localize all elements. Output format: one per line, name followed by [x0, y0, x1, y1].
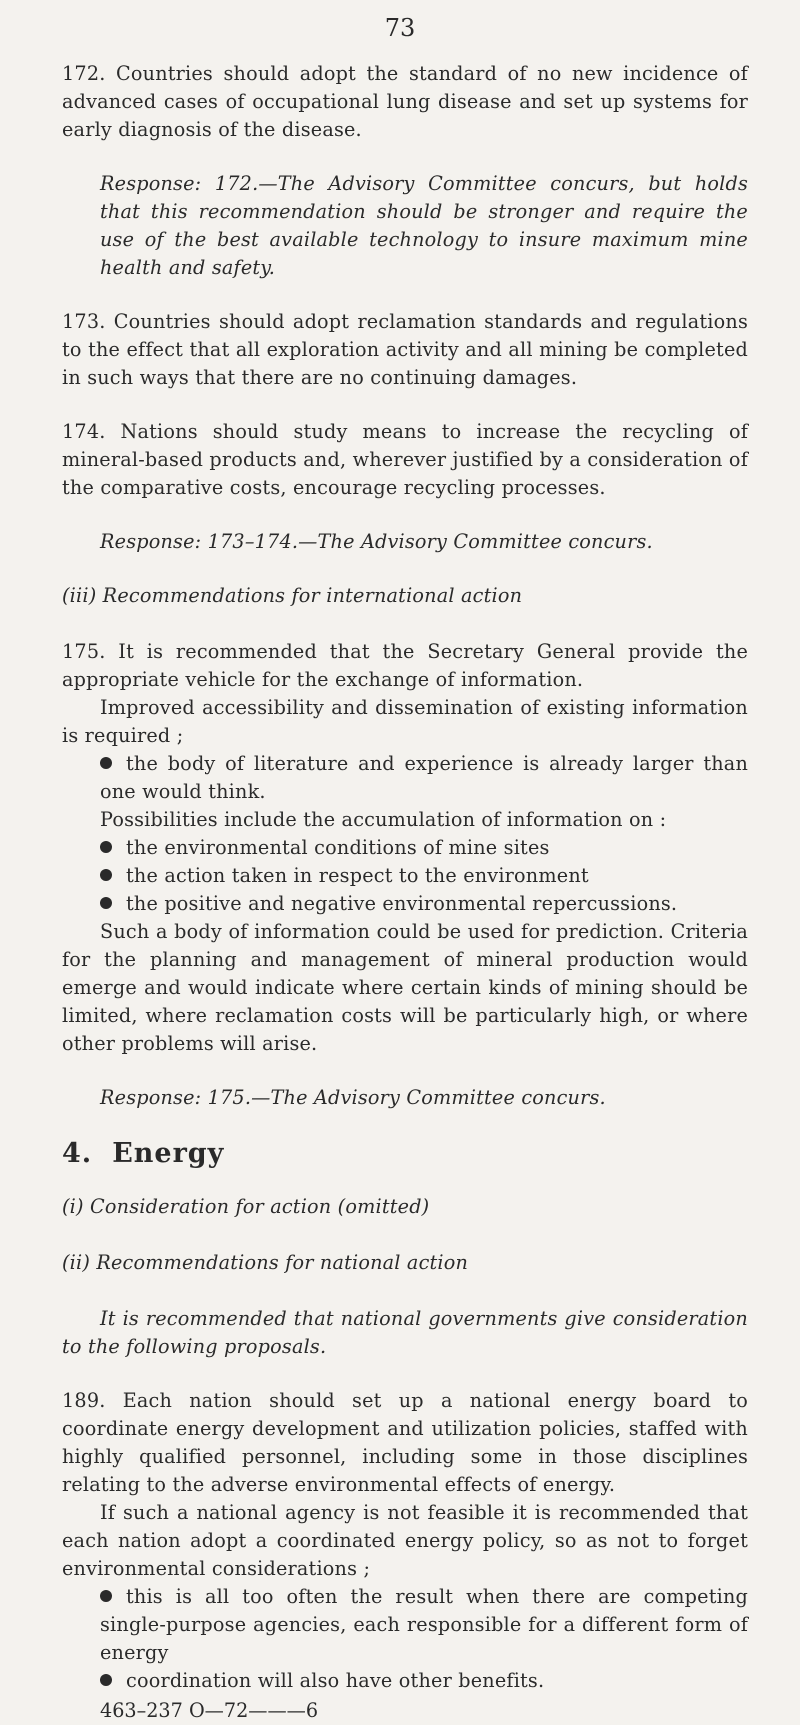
bullet-text: the environmental conditions of mine sites	[126, 836, 550, 859]
bullet-icon	[100, 1590, 112, 1602]
bullet-text: the body of literature and experience is already larger than one would think.	[100, 752, 748, 803]
response-175: Response: 175.—The Advisory Committee concurs.	[100, 1086, 606, 1109]
paragraph-175-accessibility: Improved accessibility and dissemination of existing information is required ;	[62, 696, 748, 747]
print-code: 463–237 O—72———6	[100, 1699, 319, 1722]
bullet-item	[62, 1667, 748, 1695]
subheading-national-action: (ii) Recommendations for national action	[62, 1251, 469, 1274]
paragraph-189-lead: 189. Each nation should set up a national energy board to coordinate energy development and utilization policies, staffed with highly qualified personnel, including some in those disciplines relating to the adverse environmental effects of energy.	[62, 1389, 748, 1496]
bullet-text: the positive and negative environmental repercussions.	[126, 892, 678, 915]
bullet-item	[62, 862, 748, 890]
paragraph-189	[62, 1387, 748, 1695]
paragraph-189-alternative: If such a national agency is not feasible it is recommended that each nation adopt a coordinated energy policy, so as not to forget environmental considerations ;	[62, 1501, 748, 1580]
bullet-text: this is all too often the result when there are competing single-purpose agencies, each responsible for a different form of energy	[100, 1585, 748, 1664]
paragraph-175-lead: 175. It is recommended that the Secretary General provide the appropriate vehicle for the exchange of information.	[62, 640, 748, 691]
paragraph-173: 173. Countries should adopt reclamation standards and regulations to the effect that all exploration activity and all mining be completed in such ways that there are no continuing damages.	[62, 310, 748, 389]
paragraph-174: 174. Nations should study means to increase the recycling of mineral-based products and, wherever justified by a consideration of the comparative costs, encourage recycling processes.	[62, 420, 748, 499]
bullet-item	[62, 1583, 748, 1667]
section-title: Energy	[112, 1138, 225, 1169]
subheading-international-action: (iii) Recommendations for international action	[62, 584, 523, 607]
bullet-icon	[100, 869, 112, 881]
bullet-text: the action taken in respect to the environment	[126, 864, 589, 887]
bullet-item	[62, 750, 748, 806]
paragraph-175	[62, 638, 748, 1058]
bullet-icon	[100, 897, 112, 909]
bullet-item	[62, 834, 748, 862]
page-number: 73	[384, 14, 416, 42]
section-number: 4.	[62, 1138, 93, 1169]
intro-text: It is recommended that national governments give consideration to the following proposals.	[62, 1307, 748, 1358]
bullet-text: coordination will also have other benefits.	[126, 1669, 545, 1692]
bullet-item	[62, 890, 748, 918]
section-heading-energy	[62, 1138, 748, 1169]
bullet-icon	[100, 841, 112, 853]
subheading-consideration: (i) Consideration for action (omitted)	[62, 1195, 430, 1218]
paragraph-172: 172. Countries should adopt the standard of no new incidence of advanced cases of occupational lung disease and set up systems for early diagnosis of the disease.	[62, 62, 748, 141]
bullet-icon	[100, 1674, 112, 1686]
response-172: Response: 172.—The Advisory Committee concurs, but holds that this recommendation should be stronger and require the use of the best available technology to insure maximum mine health and safety.	[100, 172, 748, 279]
bullet-icon	[100, 757, 112, 769]
paragraph-175-prediction: Such a body of information could be used for prediction. Criteria for the planning and management of mineral production would emerge and would indicate where certain kinds of mining should be limited, where reclamation costs will be particularly high, or where other problems will arise.	[62, 920, 748, 1055]
paragraph-175-possibilities: Possibilities include the accumulation of information on :	[100, 808, 667, 831]
paragraph-intro	[62, 1305, 748, 1361]
response-173-174: Response: 173–174.—The Advisory Committee concurs.	[100, 530, 653, 553]
